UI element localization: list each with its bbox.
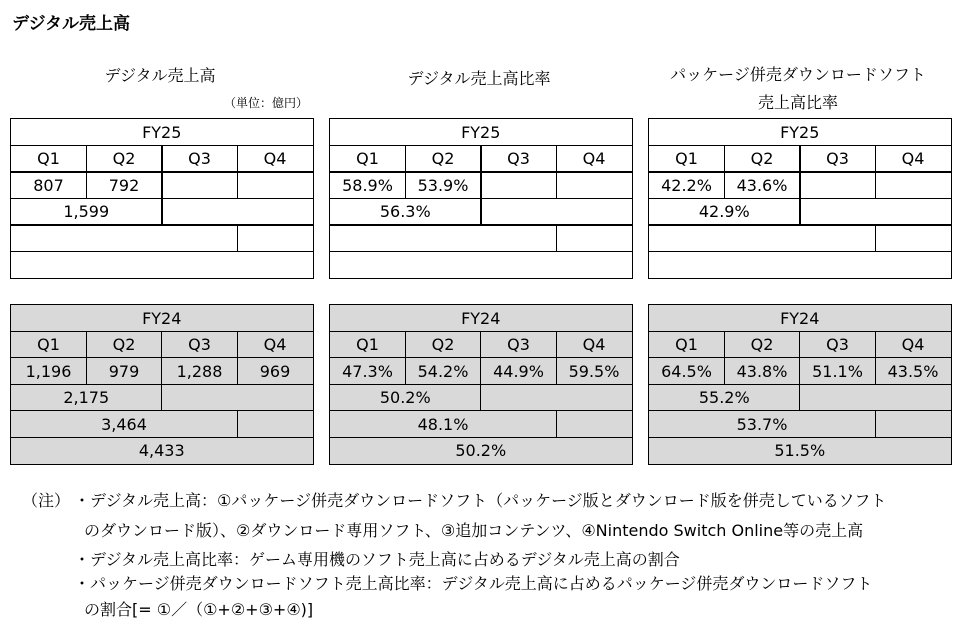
quarter-value: 43.6% [724,171,801,199]
quarter-header: Q4 [875,331,952,359]
note-line: の割合[= ①／（①+②+③+④)] [84,600,314,619]
quarter-header: Q1 [329,145,406,173]
quarter-header: Q1 [10,331,87,359]
note-line: のダウンロード版）、②ダウンロード専用ソフト、③追加コンテンツ、④Nintendo Switch Online等の売上高 [84,521,864,540]
first-half-value: 55.2% [648,384,801,412]
empty-cell [799,384,952,412]
quarter-value: 43.8% [724,357,801,385]
quarter-value: 1,288 [161,357,238,385]
empty-cell [161,384,314,412]
cumulative-q3-value: 3,464 [10,410,238,438]
quarter-header: Q3 [480,331,557,359]
notes-prefix: （注） [22,491,71,510]
quarter-value: 58.9% [329,171,406,199]
full-year-value [10,251,314,279]
unit-label: （単位：億円） [224,96,309,110]
fiscal-year-header: FY25 [329,118,633,146]
note-line: ・デジタル売上高比率：ゲーム専用機のソフト売上高に占めるデジタル売上高の割合 [74,550,680,569]
quarter-header: Q2 [724,145,801,173]
empty-cell [875,224,952,252]
empty-cell [237,224,314,252]
quarter-value [799,171,876,199]
quarter-value: 807 [10,171,87,199]
quarter-value: 792 [86,171,163,199]
section-title-line: デジタル売上高 [104,66,216,85]
quarter-value [161,171,238,199]
quarter-value [237,171,314,199]
full-year-value: 4,433 [10,437,314,465]
empty-cell [480,384,633,412]
page-title: デジタル売上高 [12,14,130,34]
quarter-header: Q1 [648,145,725,173]
section-title-line: パッケージ併売ダウンロードソフト [670,65,926,84]
first-half-value: 50.2% [329,384,482,412]
quarter-header: Q4 [237,145,314,173]
cumulative-q3-value: 48.1% [329,410,557,438]
section-title-digital-ratio [329,65,629,93]
quarter-header: Q1 [329,331,406,359]
first-half-value: 1,599 [10,198,163,226]
quarter-value: 59.5% [556,357,633,385]
first-half-value: 2,175 [10,384,163,412]
quarter-header: Q2 [405,331,482,359]
quarter-value: 44.9% [480,357,557,385]
quarter-header: Q3 [799,145,876,173]
section-title-line: デジタル売上高比率 [407,69,551,88]
quarter-value [480,171,557,199]
quarter-header: Q4 [556,331,633,359]
quarter-header: Q3 [799,331,876,359]
quarter-value [875,171,952,199]
cumulative-q3-value [10,224,238,252]
fiscal-year-header: FY25 [10,118,314,146]
first-half-value: 42.9% [648,198,801,226]
section-title-package-ratio [640,61,956,117]
quarter-value: 51.1% [799,357,876,385]
quarter-header: Q4 [237,331,314,359]
quarter-header: Q1 [648,331,725,359]
quarter-header: Q3 [161,331,238,359]
empty-cell [875,410,952,438]
note-line: ・デジタル売上高：①パッケージ併売ダウンロードソフト（パッケージ版とダウンロード版を併売しているソフト [74,491,887,510]
fiscal-year-header: FY24 [329,304,633,332]
fiscal-year-header: FY25 [648,118,952,146]
empty-cell [161,198,314,226]
quarter-value: 979 [86,357,163,385]
quarter-header: Q3 [480,145,557,173]
quarter-value: 54.2% [405,357,482,385]
empty-cell [799,198,952,226]
quarter-header: Q3 [161,145,238,173]
empty-cell [480,198,633,226]
quarter-value: 53.9% [405,171,482,199]
note-line: ・パッケージ併売ダウンロードソフト売上高比率：デジタル売上高に占めるパッケージ併売ダウンロードソフト [74,574,873,593]
quarter-header: Q1 [10,145,87,173]
quarter-value: 969 [237,357,314,385]
cumulative-q3-value [648,224,876,252]
quarter-header: Q4 [875,145,952,173]
full-year-value [329,251,633,279]
empty-cell [556,410,633,438]
section-title-line: 売上高比率 [757,93,838,112]
quarter-header: Q2 [86,145,163,173]
quarter-value: 47.3% [329,357,406,385]
quarter-header: Q2 [724,331,801,359]
first-half-value: 56.3% [329,198,482,226]
empty-cell [556,224,633,252]
quarter-header: Q2 [405,145,482,173]
empty-cell [237,410,314,438]
quarter-value: 1,196 [10,357,87,385]
quarter-value: 43.5% [875,357,952,385]
section-title-digital-sales [10,62,310,90]
quarter-value [556,171,633,199]
quarter-header: Q2 [86,331,163,359]
fiscal-year-header: FY24 [648,304,952,332]
cumulative-q3-value [329,224,557,252]
quarter-value: 42.2% [648,171,725,199]
full-year-value: 50.2% [329,437,633,465]
fiscal-year-header: FY24 [10,304,314,332]
quarter-header: Q4 [556,145,633,173]
full-year-value [648,251,952,279]
cumulative-q3-value: 53.7% [648,410,876,438]
full-year-value: 51.5% [648,437,952,465]
quarter-value: 64.5% [648,357,725,385]
